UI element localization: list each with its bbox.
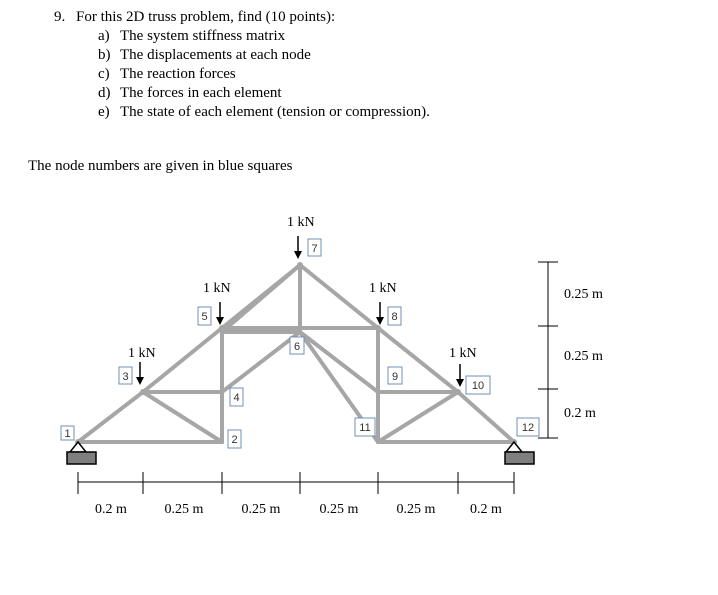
item-text: The system stiffness matrix — [120, 28, 286, 44]
member — [300, 332, 378, 392]
item-letter: d) — [98, 85, 111, 101]
item-text: The displacements at each node — [120, 47, 311, 63]
load-label: 1 kN — [287, 215, 315, 230]
node-box-8 — [388, 307, 401, 325]
node-box-10 — [466, 376, 490, 394]
item-letter: b) — [98, 47, 111, 63]
load-label: 1 kN — [369, 281, 397, 296]
joint — [375, 325, 381, 331]
problem-intro: For this 2D truss problem, find (10 points): — [76, 9, 336, 25]
load-arrow-down-icon — [456, 364, 464, 387]
load-arrow-down-icon — [216, 302, 224, 325]
horizontal-dim-label: 0.25 m — [164, 502, 204, 517]
member — [222, 265, 300, 332]
node-number-note: The node numbers are given in blue squares — [28, 158, 293, 174]
node-box-1 — [61, 426, 74, 440]
item-letter: a) — [98, 28, 110, 44]
joint — [455, 389, 461, 395]
load-label: 1 kN — [203, 281, 231, 296]
node-box-7 — [308, 239, 321, 256]
svg-text:9: 9 — [391, 371, 399, 383]
joint — [219, 325, 225, 331]
svg-text:12: 12 — [521, 422, 535, 434]
joint — [297, 262, 303, 268]
svg-text:3: 3 — [122, 371, 129, 383]
member — [143, 392, 222, 442]
load-label: 1 kN — [449, 346, 477, 361]
member — [458, 392, 514, 442]
problem-number: 9. — [54, 9, 66, 25]
node-box-4 — [230, 388, 243, 406]
node-box-5 — [198, 307, 211, 325]
node-box-3 — [119, 367, 132, 384]
node-box-9 — [388, 367, 402, 384]
item-text: The reaction forces — [120, 66, 236, 82]
svg-text:6: 6 — [293, 341, 301, 353]
load-arrow-down-icon — [136, 362, 144, 385]
horizontal-dim-label: 0.25 m — [319, 502, 359, 517]
horizontal-dim-label: 0.25 m — [396, 502, 436, 517]
support-base — [505, 452, 534, 464]
load-arrow-down-icon — [376, 302, 384, 325]
svg-text:5: 5 — [201, 311, 208, 323]
svg-text:11: 11 — [359, 422, 371, 434]
load-label: 1 kN — [128, 346, 156, 361]
svg-text:10: 10 — [471, 380, 485, 392]
left-support — [67, 442, 96, 464]
vertical-dimension-line — [538, 262, 558, 438]
svg-text:8: 8 — [391, 311, 398, 323]
node-box-12 — [517, 418, 539, 436]
node-box-11 — [355, 418, 375, 436]
svg-text:1: 1 — [64, 428, 71, 440]
svg-text:2: 2 — [231, 434, 238, 446]
item-text: The forces in each element — [120, 85, 282, 101]
member — [222, 332, 300, 392]
member — [78, 392, 143, 442]
joint — [140, 389, 146, 395]
horizontal-dim-label: 0.25 m — [241, 502, 281, 517]
horizontal-dim-label: 0.2 m — [470, 502, 502, 517]
node-box-6 — [290, 337, 304, 354]
item-letter: e) — [98, 104, 110, 120]
item-text: The state of each element (tension or compression). — [120, 104, 430, 120]
svg-text:7: 7 — [311, 243, 318, 255]
member — [378, 392, 458, 442]
right-support — [505, 442, 534, 464]
horizontal-dimension-line — [78, 472, 514, 494]
node-box-2 — [228, 430, 241, 448]
vertical-dim-label: 0.25 m — [564, 287, 603, 302]
vertical-dim-label: 0.2 m — [564, 406, 596, 421]
svg-text:4: 4 — [233, 392, 240, 404]
support-base — [67, 452, 96, 464]
load-arrow-down-icon — [294, 236, 302, 259]
vertical-dim-label: 0.25 m — [564, 349, 603, 364]
member — [300, 265, 378, 328]
horizontal-dim-label: 0.2 m — [95, 502, 127, 517]
item-letter: c) — [98, 66, 110, 82]
